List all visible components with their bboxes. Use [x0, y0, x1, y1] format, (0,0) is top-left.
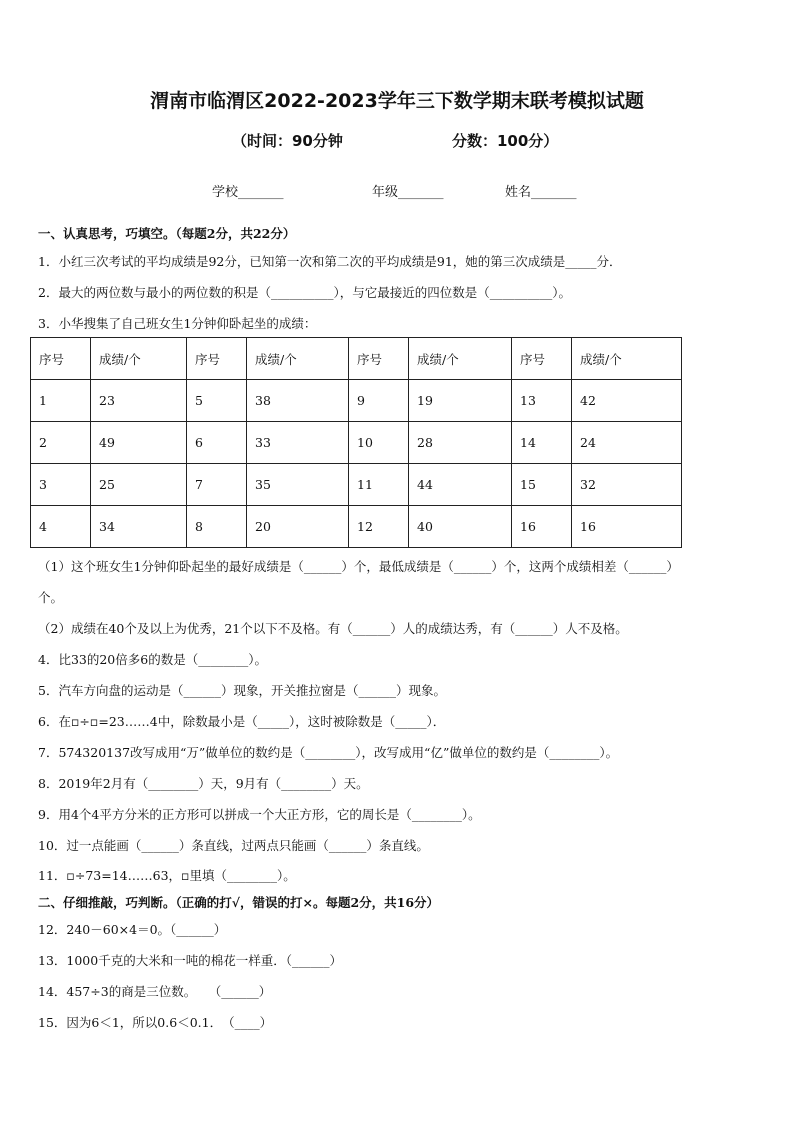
table-cell: 42 [572, 380, 682, 422]
section-2-heading: 二、仔细推敲，巧判断。（正确的打√，错误的打×。每题2分，共16分） [38, 895, 440, 910]
table-cell: 3 [31, 464, 91, 506]
question-5: 5．汽车方向盘的运动是（______）现象，开关推拉窗是（______）现象。 [38, 683, 446, 698]
table-cell: 49 [91, 422, 187, 464]
question-1: 1．小红三次考试的平均成绩是92分，已知第一次和第二次的平均成绩是91，她的第三次成绩是_____分． [38, 254, 622, 269]
table-cell: 35 [247, 464, 349, 506]
table-row [31, 380, 682, 422]
table-cell: 9 [349, 380, 409, 422]
table-cell: 13 [512, 380, 572, 422]
table-cell: 7 [187, 464, 247, 506]
table-row [31, 464, 682, 506]
table-cell: 23 [91, 380, 187, 422]
question-10: 10．过一点能画（______）条直线，过两点只能画（______）条直线。 [38, 838, 429, 853]
score-label: 分数：100分） [452, 132, 559, 150]
page-title: 渭南市临渭区2022-2023学年三下数学期末联考模拟试题 [150, 90, 644, 112]
header-cell: 序号 [512, 338, 572, 380]
header-cell: 成绩/个 [91, 338, 187, 380]
table-cell: 25 [91, 464, 187, 506]
table-cell: 24 [572, 422, 682, 464]
header-cell: 成绩/个 [247, 338, 349, 380]
time-label: （时间：90分钟 [232, 132, 343, 150]
table-cell: 32 [572, 464, 682, 506]
question-8: 8．2019年2月有（________）天，9月有（________）天。 [38, 776, 369, 791]
table-cell: 4 [31, 506, 91, 548]
table-cell: 12 [349, 506, 409, 548]
table-cell: 19 [409, 380, 512, 422]
question-2: 2．最大的两位数与最小的两位数的积是（__________），与它最接近的四位数是（__________）。 [38, 285, 571, 300]
question-14: 14．457÷3的商是三位数。 （______） [38, 984, 272, 999]
header-cell: 成绩/个 [572, 338, 682, 380]
table-cell: 5 [187, 380, 247, 422]
question-15: 15．因为6＜1，所以0.6＜0.1． （____） [38, 1015, 273, 1030]
header-cell: 序号 [187, 338, 247, 380]
table-cell: 28 [409, 422, 512, 464]
header-cell: 序号 [349, 338, 409, 380]
question-7: 7．574320137改写成用“万”做单位的数约是（________），改写成用“亿”做单位的数约是（________）。 [38, 745, 619, 760]
school-field: 学校_______ [212, 185, 284, 200]
header-cell: 成绩/个 [409, 338, 512, 380]
table-cell: 40 [409, 506, 512, 548]
question-3-part-1: （1）这个班女生1分钟仰卧起坐的最好成绩是（______）个，最低成绩是（______）个，这两个成绩相差（______） [38, 559, 679, 574]
table-cell: 6 [187, 422, 247, 464]
question-3: 3．小华搜集了自己班女生1分钟仰卧起坐的成绩： [38, 316, 317, 331]
table-cell: 15 [512, 464, 572, 506]
table-row [31, 422, 682, 464]
table-cell: 1 [31, 380, 91, 422]
table-cell: 38 [247, 380, 349, 422]
table-cell: 16 [572, 506, 682, 548]
table-cell: 8 [187, 506, 247, 548]
header-cell: 序号 [31, 338, 91, 380]
table-cell: 44 [409, 464, 512, 506]
grade-field: 年级_______ [372, 185, 444, 200]
question-11: 11．▫÷73=14……63，▫里填（________）。 [38, 868, 296, 883]
question-3-part-1-end: 个。 [38, 590, 64, 605]
scores-table [30, 337, 682, 548]
question-12: 12．240－60×4＝0。（______） [38, 922, 227, 937]
table-cell: 11 [349, 464, 409, 506]
table-cell: 2 [31, 422, 91, 464]
question-4: 4．比33的20倍多6的数是（________）。 [38, 652, 267, 667]
table-row [31, 506, 682, 548]
table-header-row [31, 338, 682, 380]
table-cell: 20 [247, 506, 349, 548]
table-cell: 33 [247, 422, 349, 464]
table-cell: 10 [349, 422, 409, 464]
section-1-heading: 一、认真思考，巧填空。（每题2分，共22分） [38, 226, 296, 241]
question-13: 13．1000千克的大米和一吨的棉花一样重．（______） [38, 953, 342, 968]
table-cell: 34 [91, 506, 187, 548]
question-6: 6．在▫÷▫=23……4中，除数最小是（_____），这时被除数是（_____）． [38, 714, 446, 729]
name-field: 姓名_______ [505, 185, 577, 200]
question-9: 9．用4个4平方分米的正方形可以拼成一个大正方形，它的周长是（________）。 [38, 807, 481, 822]
table-cell: 16 [512, 506, 572, 548]
table-cell: 14 [512, 422, 572, 464]
question-3-part-2: （2）成绩在40个及以上为优秀，21个以下不及格。有（______）人的成绩达秀，有（______）人不及格。 [38, 621, 628, 636]
